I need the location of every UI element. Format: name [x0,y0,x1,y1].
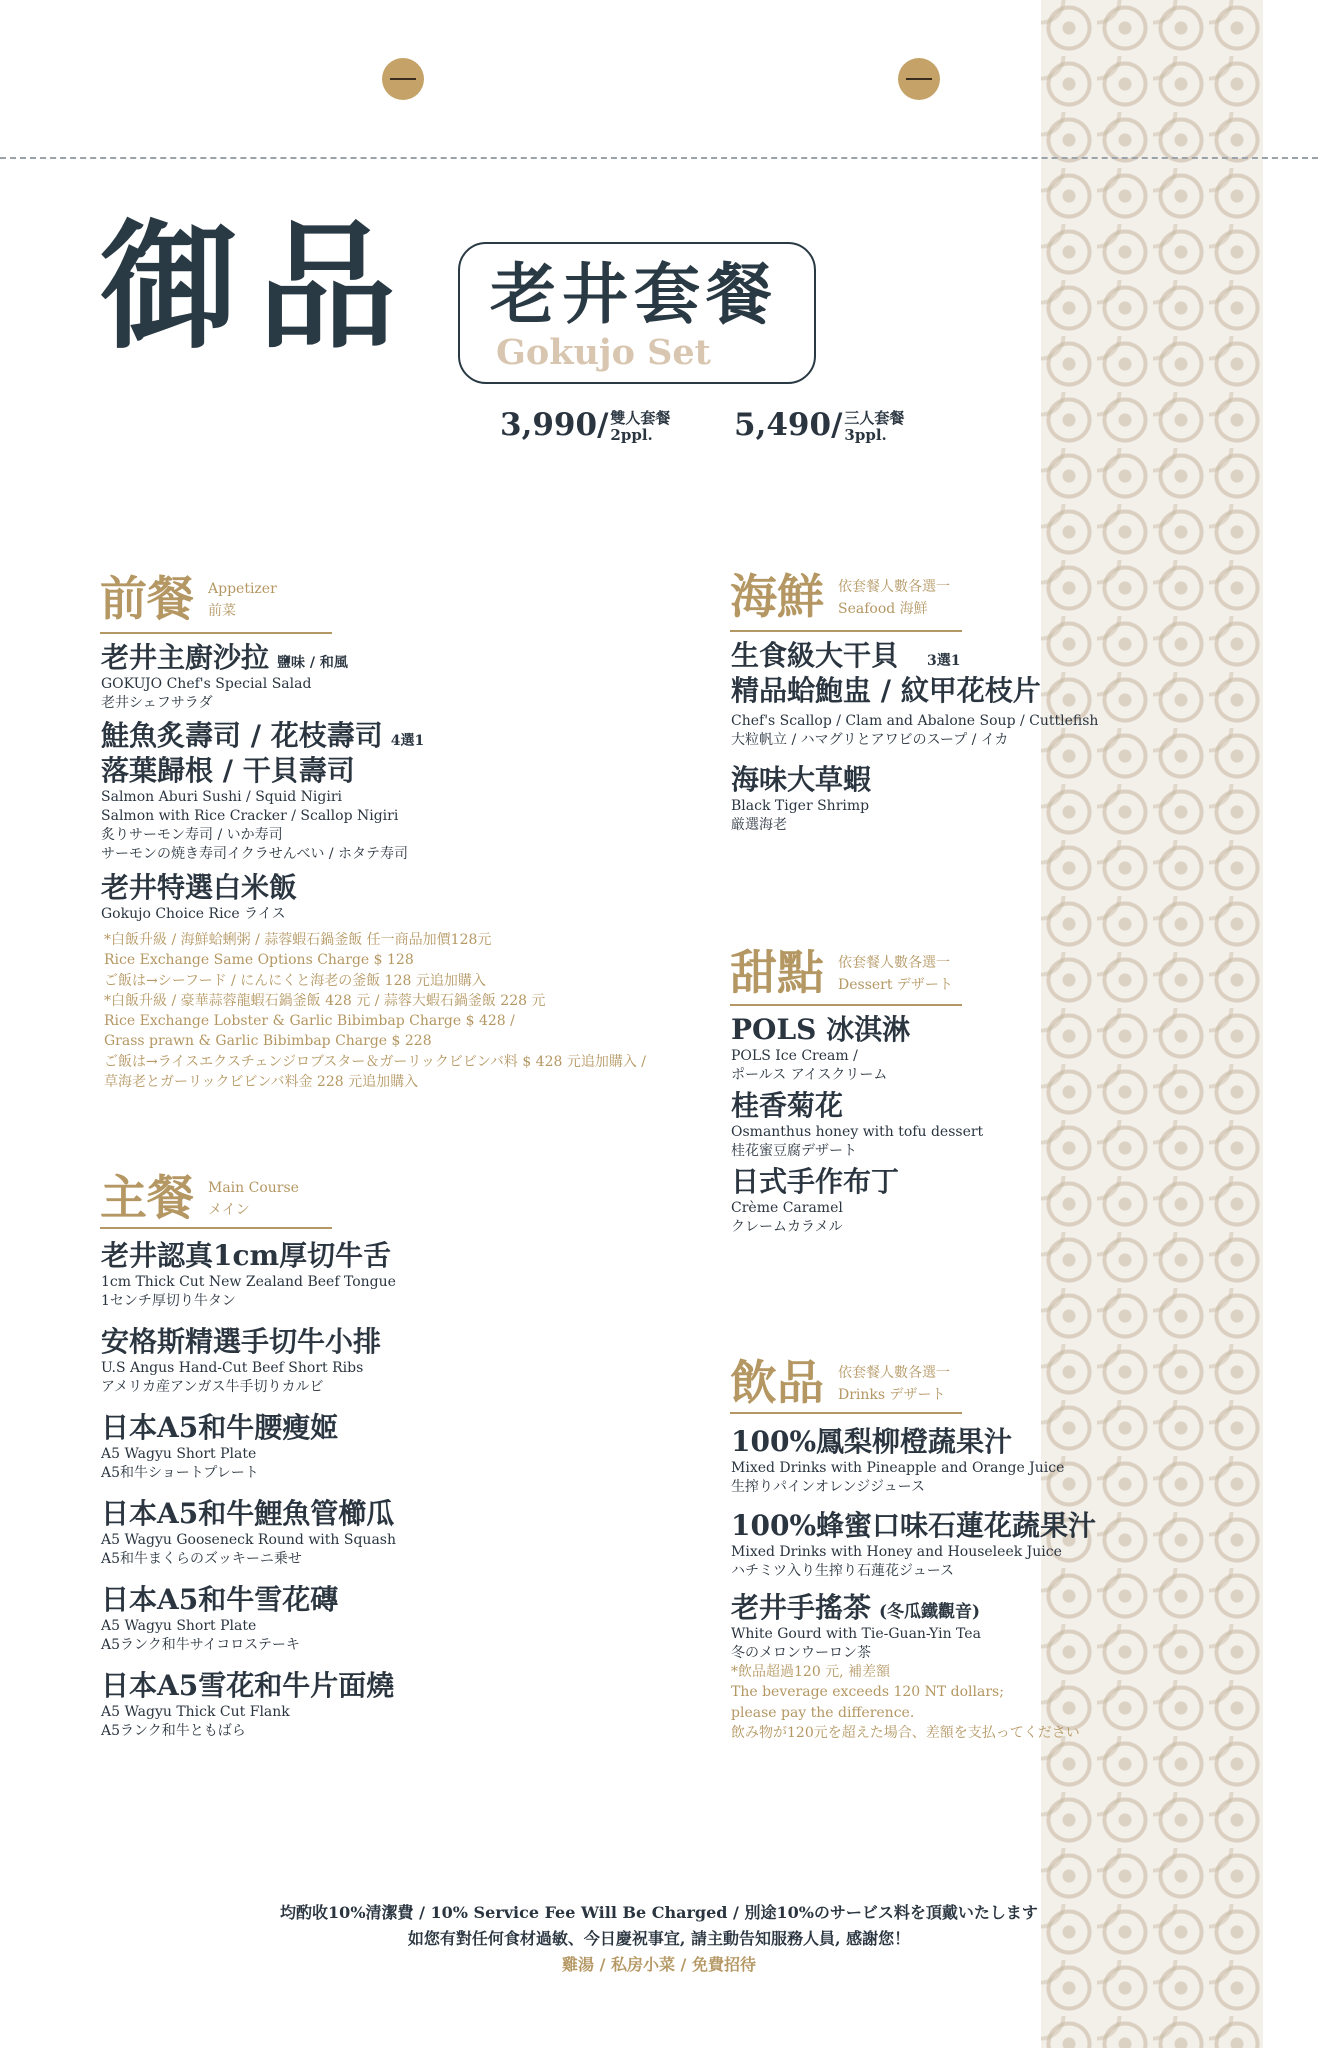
section-title: 前餐 [100,572,194,627]
price-label-en: 3ppl. [844,425,887,444]
menu-item [731,1088,983,1161]
item-name: 日本A5雪花和牛片面燒 [101,1669,395,1702]
section-divider [100,632,332,634]
price-3ppl [734,407,905,444]
item-desc-en: U.S Angus Hand-Cut Beef Short Ribs [101,1360,364,1376]
item-name: 海味大草蝦 [731,763,872,796]
item-desc-jp: 桂花蜜豆腐デザート [731,1142,857,1159]
item-name: 老井認真1cm厚切牛舌 [101,1239,392,1272]
item-desc-en: White Gourd with Tie-Guan-Yin Tea [731,1626,981,1642]
section-en: Main Course [208,1180,299,1196]
menu-item [101,870,297,924]
item-name: 老井主廚沙拉 [101,641,270,674]
item-desc-en: A5 Wagyu Gooseneck Round with Squash [101,1532,396,1548]
item-desc-en: POLS Ice Cream / [731,1048,858,1064]
item-desc-jp: 1センチ厚切り牛タン [101,1292,236,1309]
section-line2: Drinks デザート [838,1387,946,1404]
price-amount: 3,990/ [500,407,609,443]
item-desc-en: Gokujo Choice Rice ライス [101,906,286,922]
binder-hole-right [898,58,940,100]
drinks-header [730,1356,950,1411]
item-desc-jp: ポールス アイスクリーム [731,1066,888,1083]
section-line1: 依套餐人數各選一 [838,579,950,595]
item-desc-jp: 厳選海老 [731,816,787,833]
beverage-note: *飲品超過120 元, 補差額 The beverage exceeds 120 NT dollars; please pay the difference. 飲み物が120元を超えた場合、差額を支払ってください [731,1664,1080,1741]
item-tag: (冬瓜鐵觀音) [879,1602,981,1622]
section-jp: 前菜 [208,603,236,620]
item-name: 老井特選白米飯 [101,871,298,904]
menu-item [731,1508,1096,1581]
item-name: 日本A5和牛腰瘦姬 [101,1411,339,1444]
item-desc-jp: 老井シェフサラダ [101,694,213,711]
item-name: 生食級大干貝 [731,639,900,672]
section-divider [730,1412,962,1414]
item-desc-en: Osmanthus honey with tofu dessert [731,1124,984,1140]
item-desc-jp: サーモンの焼き寿司イクラせんべい / ホタテ寿司 [101,845,409,862]
menu-item [101,640,348,713]
item-desc-en: Salmon with Rice Cracker / Scallop Nigiri [101,807,399,824]
menu-item [101,1324,381,1397]
item-desc-jp: A5和牛まくらのズッキーニ乗せ [101,1550,302,1567]
menu-item [731,1012,910,1085]
item-tag: 3選1 [927,653,961,669]
price-label-en: 2ppl. [610,425,653,444]
item-desc-jp: ハチミツ入り生搾り石蓮花ジュース [731,1562,955,1579]
item-desc-en: Chef's Scallop / Clam and Abalone Soup / Cuttlefish [731,713,1099,729]
item-tag: 鹽味 / 和風 [277,655,348,671]
item-name: 日本A5和牛鯉魚管櫛瓜 [101,1497,395,1530]
item-desc-en: A5 Wagyu Short Plate [101,1618,257,1634]
menu-item [731,638,1098,750]
section-divider [730,630,962,632]
binder-hole-left [382,58,424,100]
item-desc-jp: A5ランク和牛サイコロステーキ [101,1636,300,1653]
menu-item [101,1496,396,1569]
tear-line [0,157,1318,159]
menu-item [101,718,424,864]
item-desc-en: 1cm Thick Cut New Zealand Beef Tongue [101,1274,396,1290]
price-label-zh: 雙人套餐 [610,409,671,427]
main-course-header [100,1171,299,1226]
section-jp: メイン [208,1202,250,1219]
item-desc-jp: A5和牛ショートプレート [101,1464,259,1481]
section-title: 主餐 [100,1171,194,1226]
item-desc-jp: 冬のメロンウーロン茶 [731,1644,871,1661]
set-name-en: Gokujo Set [496,332,711,373]
section-en: Appetizer [208,581,277,597]
section-title: 飲品 [730,1356,824,1411]
item-name: 桂香菊花 [731,1089,844,1122]
item-name-2: 落葉歸根 / 干貝壽司 [101,754,355,787]
item-desc-en: A5 Wagyu Thick Cut Flank [101,1704,290,1720]
menu-item [101,1238,396,1311]
menu-item [731,762,871,835]
rice-upgrade-note: *白飯升級 / 海鮮蛤蜊粥 / 蒜蓉蝦石鍋釜飯 任一商品加價128元 Rice Exchange Same Options Charge $ 128 ご飯は→シーフード / にんにくと海老の釜飯 128 元追加購入 *白飯升級 / 豪華蒜蓉龍蝦石鍋釜飯 428 元 / 蒜蓉大蝦石鍋釜飯 228 元 Rice Exchange Lobster & Garlic Bibimbap Charge $ 428 / Grass prawn & Garlic Bibimbap Charge $ 228 ご飯は→ライスエクスチェンジロブスター＆ガーリックビビンバ料 $ 428 元追加購入 / 草海老とガーリックビビンバ料金 228 元追加購入 [104,932,647,1091]
price-amount: 5,490/ [734,407,843,443]
section-title: 海鮮 [730,570,824,625]
menu-item [101,1582,338,1655]
menu-item [101,1668,394,1741]
item-desc-jp: 炙りサーモン寿司 / いか寿司 [101,826,283,843]
item-desc-jp: 大粒帆立 / ハマグリとアワビのスープ / イカ [731,731,1009,748]
item-name: 安格斯精選手切牛小排 [101,1325,382,1358]
item-name: 老井手搖茶 [731,1591,872,1624]
item-desc-jp: アメリカ産アンガス牛手切りカルビ [101,1378,324,1395]
section-divider [730,1004,962,1006]
item-name: 100%蜂蜜口味石蓮花蔬果汁 [731,1509,1097,1542]
menu-item [731,1164,899,1237]
item-name: 日式手作布丁 [731,1165,900,1198]
menu-item [101,1410,338,1483]
section-line1: 依套餐人數各選一 [838,955,950,971]
item-name: 鮭魚炙壽司 / 花枝壽司 [101,719,383,752]
item-desc-jp: A5ランク和牛ともばら [101,1722,246,1739]
item-desc-en: A5 Wagyu Short Plate [101,1446,257,1462]
dessert-header [730,946,953,1001]
item-desc-jp: クレームカラメル [731,1218,843,1235]
item-desc-en: Black Tiger Shrimp [731,798,870,814]
item-desc-en: Salmon Aburi Sushi / Squid Nigiri [101,789,342,805]
seafood-header [730,570,950,625]
set-name-box [458,242,816,384]
price-label-zh: 三人套餐 [844,409,905,427]
item-name: 日本A5和牛雪花磚 [101,1583,339,1616]
item-name-2: 精品蛤鮑盅 / 紋甲花枝片 [731,674,1041,707]
item-desc-en: Crème Caramel [731,1200,843,1216]
menu-item [731,1424,1064,1497]
item-desc-en: Mixed Drinks with Pineapple and Orange Juice [731,1460,1065,1476]
item-desc-en: Mixed Drinks with Honey and Houseleek Juice [731,1544,1062,1560]
section-line1: 依套餐人數各選一 [838,1365,950,1381]
footer-service-fee: 均酌收10%清潔費 / 10% Service Fee Will Be Charged / 別途10%のサービス料を頂戴いたします [280,1903,1038,1922]
set-name-zh: 老井套餐 [490,255,778,333]
section-divider [100,1227,332,1229]
section-line2: Dessert デザート [838,977,953,994]
price-2ppl [500,407,671,444]
section-line2: Seafood 海鮮 [838,601,928,618]
footer-complimentary: 雞湯 / 私房小菜 / 免費招待 [562,1955,756,1974]
page-title: 御品 [100,205,417,368]
item-name: POLS 冰淇淋 [731,1013,911,1046]
item-desc-jp: 生搾りパインオレンジジュース [731,1478,925,1495]
menu-item [731,1590,981,1663]
item-name: 100%鳳梨柳橙蔬果汁 [731,1425,1013,1458]
footer-allergy-note: 如您有對任何食材過敏、今日慶祝事宜, 請主動告知服務人員, 感謝您！ [407,1929,911,1948]
appetizer-header [100,572,277,627]
item-tag: 4選1 [390,733,425,749]
section-title: 甜點 [730,946,824,1001]
item-desc-en: GOKUJO Chef's Special Salad [101,676,312,692]
